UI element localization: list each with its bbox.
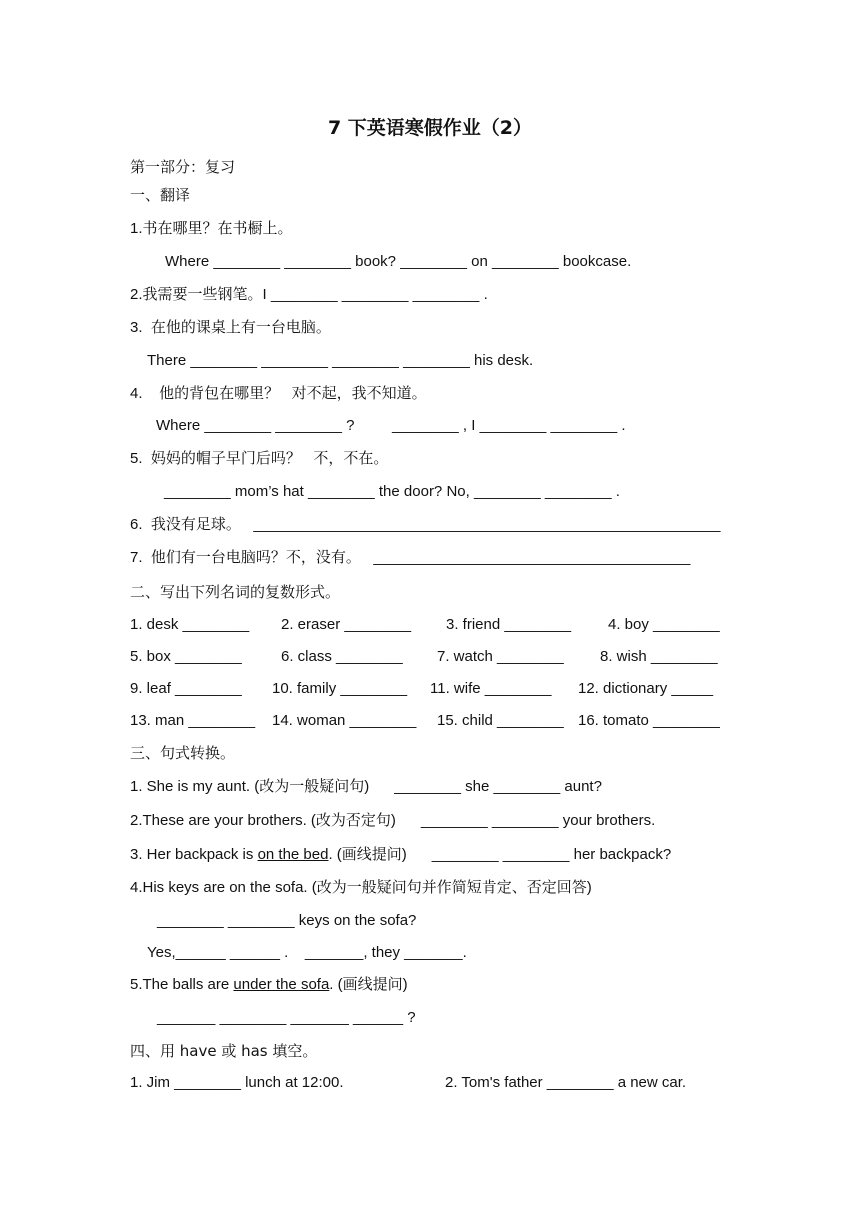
plural-item: 4. boy ________ (608, 616, 720, 633)
transform-question-3 (130, 845, 671, 865)
transform-question-4: 4.His keys are on the sofa. (改为一般疑问句并作简短肯定、否定回答) (130, 879, 592, 896)
plural-item: 6. class ________ (281, 648, 403, 665)
question-7: 7. 他们有一台电脑吗？不，没有。 ______________________________________ (130, 549, 691, 566)
transform-question-5-answer: _______ ________ _______ ______ ? (157, 1009, 416, 1026)
underlined-phrase: on the bed (257, 846, 329, 863)
section-2-heading: 二、写出下列名词的复数形式。 (130, 583, 341, 601)
underlined-phrase: under the sofa (233, 976, 330, 993)
question-4-english: Where ________ ________ ? ________ , I ________ ________ . (156, 417, 626, 434)
plural-item: 1. desk ________ (130, 616, 250, 633)
transform-question-5-end: . (画线提问) (329, 976, 408, 993)
transform-question-4-line-2: Yes,______ ______ . _______, they _______. (147, 944, 467, 961)
plural-item: 9. leaf ________ (130, 680, 242, 697)
transform-question-5-start: 5.The balls are (130, 976, 234, 993)
transform-question-3-end: . (画线提问) ________ ________ her backpack? (328, 846, 672, 863)
transform-question-3-start: 3. Her backpack is (130, 846, 258, 863)
question-5-english: ________ mom’s hat ________ the door? No, ________ ________ . (164, 483, 620, 500)
plural-item: 2. eraser ________ (281, 616, 412, 633)
question-5-chinese: 5. 妈妈的帽子早门后吗？ 不，不在。 (130, 450, 389, 467)
transform-question-5 (130, 975, 408, 995)
plural-item: 3. friend ________ (446, 616, 572, 633)
plural-item: 13. man ________ (130, 712, 256, 729)
plural-item: 14. woman ________ (272, 712, 417, 729)
section-1-heading: 一、翻译 (130, 186, 191, 204)
question-1-english: Where ________ ________ book? ________ on ________ bookcase. (165, 253, 632, 270)
part-heading: 第一部分：复习 (130, 158, 236, 176)
question-6: 6. 我没有足球。 ________________________________________________________ (130, 516, 721, 533)
question-1-chinese: 1.书在哪里？在书橱上。 (130, 220, 293, 237)
transform-question-4-line-1: ________ ________ keys on the sofa? (157, 912, 417, 929)
section-3-heading: 三、句式转换。 (130, 744, 236, 762)
plural-item: 10. family ________ (272, 680, 408, 697)
fill-question-1: 1. Jim ________ lunch at 12:00. (130, 1074, 344, 1091)
plural-item: 5. box ________ (130, 648, 242, 665)
question-3-chinese: 3. 在他的课桌上有一台电脑。 (130, 319, 331, 336)
question-3-english: There ________ ________ ________ ________ his desk. (147, 352, 534, 369)
plural-item: 12. dictionary _____ (578, 680, 714, 697)
fill-question-2: 2. Tom's father ________ a new car. (445, 1074, 687, 1091)
plural-item: 15. child ________ (437, 712, 564, 729)
transform-question-1: 1. She is my aunt. (改为一般疑问句) ________ she ________ aunt? (130, 778, 602, 795)
question-4-chinese: 4. 他的背包在哪里？ 对不起，我不知道。 (130, 385, 427, 402)
question-2: 2.我需要一些钢笔。I ________ ________ ________ . (130, 286, 488, 303)
page-title: 7 下英语寒假作业（2） (327, 117, 533, 139)
plural-item: 16. tomato ________ (578, 712, 720, 729)
section-4-heading: 四、用 have 或 has 填空。 (130, 1042, 318, 1060)
transform-question-2: 2.These are your brothers. (改为否定句) ________ ________ your brothers. (130, 812, 656, 829)
plural-item: 11. wife ________ (430, 680, 552, 697)
plural-item: 8. wish ________ (600, 648, 718, 665)
plural-item: 7. watch ________ (437, 648, 564, 665)
